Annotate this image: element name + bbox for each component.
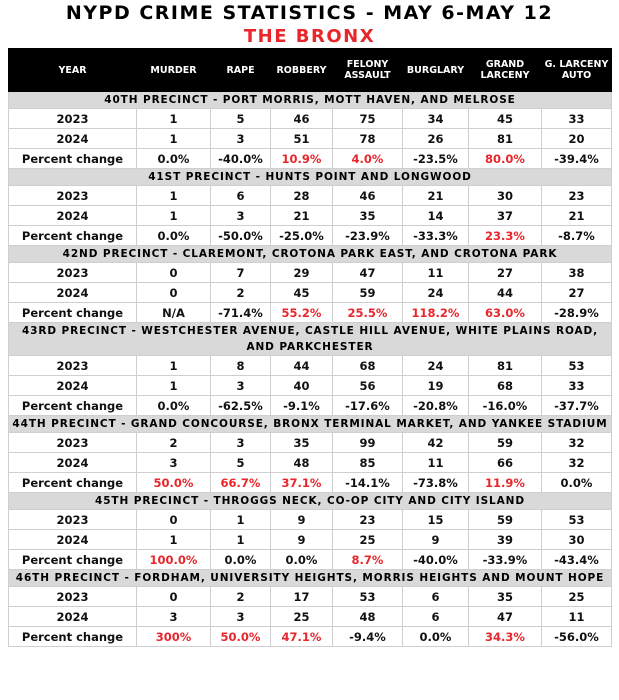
table-cell: 2	[211, 587, 271, 607]
table-cell: -62.5%	[211, 396, 271, 416]
table-cell: 56	[333, 376, 403, 396]
table-cell: 25.5%	[333, 303, 403, 323]
table-cell: -43.4%	[542, 550, 612, 570]
row-label: 2023	[9, 109, 137, 129]
table-cell: 68	[469, 376, 542, 396]
table-cell: 3	[211, 607, 271, 627]
table-cell: 8	[211, 356, 271, 376]
table-cell: 38	[542, 263, 612, 283]
table-cell: 32	[542, 453, 612, 473]
row-label: Percent change	[9, 149, 137, 169]
table-cell: 80.0%	[469, 149, 542, 169]
table-cell: 48	[271, 453, 333, 473]
table-cell: 29	[271, 263, 333, 283]
table-row	[9, 109, 612, 129]
table-cell: 68	[333, 356, 403, 376]
table-cell: 0.0%	[137, 149, 211, 169]
table-cell: 1	[211, 510, 271, 530]
table-cell: 21	[542, 206, 612, 226]
precinct-header-row	[9, 246, 612, 263]
table-cell: -9.4%	[333, 627, 403, 647]
precinct-title: 43RD PRECINCT - WESTCHESTER AVENUE, CASTLE HILL AVENUE, WHITE PLAINS ROAD, AND PARKCHESTER	[9, 323, 612, 356]
table-cell: 55.2%	[271, 303, 333, 323]
row-label: 2023	[9, 433, 137, 453]
table-cell: 11	[403, 453, 469, 473]
column-header: BURGLARY	[403, 49, 469, 92]
table-cell: 3	[211, 433, 271, 453]
table-cell: 32	[542, 433, 612, 453]
table-cell: 7	[211, 263, 271, 283]
table-cell: 3	[211, 376, 271, 396]
page-subtitle: THE BRONX	[243, 26, 376, 47]
table-cell: 0.0%	[211, 550, 271, 570]
table-cell: 53	[333, 587, 403, 607]
table-cell: 25	[271, 607, 333, 627]
row-label: 2024	[9, 376, 137, 396]
table-cell: 15	[403, 510, 469, 530]
table-cell: -33.9%	[469, 550, 542, 570]
table-cell: 0	[137, 263, 211, 283]
row-label: Percent change	[9, 303, 137, 323]
table-cell: 2	[137, 433, 211, 453]
table-cell: 11.9%	[469, 473, 542, 493]
table-cell: 81	[469, 129, 542, 149]
table-cell: 23	[542, 186, 612, 206]
table-cell: 23	[333, 510, 403, 530]
row-label: 2023	[9, 510, 137, 530]
table-row	[9, 186, 612, 206]
table-cell: 59	[469, 510, 542, 530]
table-cell: 0.0%	[403, 627, 469, 647]
table-cell: 27	[469, 263, 542, 283]
table-cell: 21	[403, 186, 469, 206]
precinct-header-row	[9, 169, 612, 186]
table-cell: 1	[211, 530, 271, 550]
table-cell: 63.0%	[469, 303, 542, 323]
table-cell: 34	[403, 109, 469, 129]
table-row	[9, 149, 612, 169]
table-cell: -14.1%	[333, 473, 403, 493]
table-cell: 37	[469, 206, 542, 226]
table-row	[9, 283, 612, 303]
precinct-header-row	[9, 570, 612, 587]
table-cell: 35	[333, 206, 403, 226]
column-header: MURDER	[137, 49, 211, 92]
table-row	[9, 396, 612, 416]
table-cell: 35	[469, 587, 542, 607]
table-cell: 50.0%	[137, 473, 211, 493]
table-cell: 9	[271, 510, 333, 530]
table-cell: 0.0%	[542, 473, 612, 493]
table-cell: 0	[137, 587, 211, 607]
table-cell: -16.0%	[469, 396, 542, 416]
row-label: 2023	[9, 587, 137, 607]
table-row	[9, 433, 612, 453]
column-header: FELONY ASSAULT	[333, 49, 403, 92]
column-header: GRAND LARCENY	[469, 49, 542, 92]
precinct-header-row	[9, 416, 612, 433]
table-cell: 100.0%	[137, 550, 211, 570]
table-cell: 47	[333, 263, 403, 283]
table-cell: 1	[137, 530, 211, 550]
precinct-title: 41ST PRECINCT - HUNTS POINT AND LONGWOOD	[9, 169, 612, 186]
precinct-title: 45TH PRECINCT - THROGGS NECK, CO-OP CITY AND CITY ISLAND	[9, 493, 612, 510]
table-cell: -39.4%	[542, 149, 612, 169]
table-cell: 3	[211, 206, 271, 226]
table-cell: 1	[137, 206, 211, 226]
row-label: Percent change	[9, 550, 137, 570]
precinct-title: 40TH PRECINCT - PORT MORRIS, MOTT HAVEN, AND MELROSE	[9, 92, 612, 109]
table-cell: 1	[137, 376, 211, 396]
table-cell: 10.9%	[271, 149, 333, 169]
precinct-title: 44TH PRECINCT - GRAND CONCOURSE, BRONX TERMINAL MARKET, AND YANKEE STADIUM	[9, 416, 612, 433]
table-cell: 1	[137, 356, 211, 376]
table-cell: 39	[469, 530, 542, 550]
column-header: G. LARCENY AUTO	[542, 49, 612, 92]
table-cell: 3	[137, 453, 211, 473]
table-cell: 25	[542, 587, 612, 607]
table-cell: 6	[403, 607, 469, 627]
table-cell: 300%	[137, 627, 211, 647]
table-cell: -25.0%	[271, 226, 333, 246]
table-cell: N/A	[137, 303, 211, 323]
table-cell: 24	[403, 356, 469, 376]
table-cell: 59	[469, 433, 542, 453]
table-cell: -71.4%	[211, 303, 271, 323]
table-cell: 5	[211, 109, 271, 129]
table-cell: -20.8%	[403, 396, 469, 416]
table-cell: 33	[542, 109, 612, 129]
table-cell: 30	[542, 530, 612, 550]
table-cell: 26	[403, 129, 469, 149]
table-cell: 0	[137, 510, 211, 530]
table-cell: 78	[333, 129, 403, 149]
table-row	[9, 530, 612, 550]
table-cell: 81	[469, 356, 542, 376]
precinct-header-row	[9, 323, 612, 356]
row-label: Percent change	[9, 226, 137, 246]
table-cell: 28	[271, 186, 333, 206]
table-row	[9, 607, 612, 627]
table-cell: 9	[271, 530, 333, 550]
row-label: 2023	[9, 356, 137, 376]
table-cell: 27	[542, 283, 612, 303]
table-cell: 46	[271, 109, 333, 129]
precinct-title: 46TH PRECINCT - FORDHAM, UNIVERSITY HEIGHTS, MORRIS HEIGHTS AND MOUNT HOPE	[9, 570, 612, 587]
table-cell: 51	[271, 129, 333, 149]
table-cell: -33.3%	[403, 226, 469, 246]
table-cell: -9.1%	[271, 396, 333, 416]
table-cell: 99	[333, 433, 403, 453]
table-row	[9, 473, 612, 493]
table-cell: 25	[333, 530, 403, 550]
table-cell: 6	[211, 186, 271, 206]
table-cell: -73.8%	[403, 473, 469, 493]
table-row	[9, 226, 612, 246]
table-cell: 85	[333, 453, 403, 473]
table-cell: 8.7%	[333, 550, 403, 570]
table-cell: -37.7%	[542, 396, 612, 416]
table-cell: 34.3%	[469, 627, 542, 647]
table-cell: 24	[403, 283, 469, 303]
crime-stats-table	[8, 48, 612, 647]
page-title: NYPD CRIME STATISTICS - MAY 6-MAY 12	[65, 2, 554, 24]
table-cell: 0.0%	[271, 550, 333, 570]
table-cell: 20	[542, 129, 612, 149]
table-row	[9, 453, 612, 473]
table-cell: -40.0%	[403, 550, 469, 570]
table-cell: -8.7%	[542, 226, 612, 246]
table-cell: 0	[137, 283, 211, 303]
table-cell: -50.0%	[211, 226, 271, 246]
table-row	[9, 263, 612, 283]
row-label: Percent change	[9, 396, 137, 416]
precinct-title: 42ND PRECINCT - CLAREMONT, CROTONA PARK EAST, AND CROTONA PARK	[9, 246, 612, 263]
table-row	[9, 550, 612, 570]
column-header: RAPE	[211, 49, 271, 92]
table-row	[9, 376, 612, 396]
row-label: 2024	[9, 283, 137, 303]
table-cell: 6	[403, 587, 469, 607]
table-cell: -23.9%	[333, 226, 403, 246]
table-cell: 33	[542, 376, 612, 396]
table-cell: 14	[403, 206, 469, 226]
table-cell: 46	[333, 186, 403, 206]
table-cell: 53	[542, 510, 612, 530]
table-cell: 66	[469, 453, 542, 473]
table-row	[9, 356, 612, 376]
table-cell: 47.1%	[271, 627, 333, 647]
row-label: Percent change	[9, 473, 137, 493]
table-cell: 19	[403, 376, 469, 396]
table-cell: -17.6%	[333, 396, 403, 416]
table-cell: 9	[403, 530, 469, 550]
table-cell: 3	[137, 607, 211, 627]
precinct-header-row	[9, 493, 612, 510]
table-cell: 47	[469, 607, 542, 627]
row-label: Percent change	[9, 627, 137, 647]
table-cell: 45	[271, 283, 333, 303]
table-cell: -28.9%	[542, 303, 612, 323]
table-cell: 48	[333, 607, 403, 627]
table-cell: -56.0%	[542, 627, 612, 647]
column-header: ROBBERY	[271, 49, 333, 92]
table-cell: 37.1%	[271, 473, 333, 493]
table-cell: 5	[211, 453, 271, 473]
table-row	[9, 587, 612, 607]
table-cell: 3	[211, 129, 271, 149]
table-row	[9, 510, 612, 530]
row-label: 2023	[9, 263, 137, 283]
table-cell: 23.3%	[469, 226, 542, 246]
table-cell: 11	[403, 263, 469, 283]
table-row	[9, 627, 612, 647]
table-cell: 11	[542, 607, 612, 627]
precinct-header-row	[9, 92, 612, 109]
column-header: YEAR	[9, 49, 137, 92]
table-cell: 35	[271, 433, 333, 453]
table-cell: 75	[333, 109, 403, 129]
table-cell: 44	[271, 356, 333, 376]
table-cell: -40.0%	[211, 149, 271, 169]
table-cell: 40	[271, 376, 333, 396]
table-cell: -23.5%	[403, 149, 469, 169]
table-cell: 66.7%	[211, 473, 271, 493]
row-label: 2024	[9, 530, 137, 550]
table-row	[9, 206, 612, 226]
table-cell: 44	[469, 283, 542, 303]
row-label: 2023	[9, 186, 137, 206]
row-label: 2024	[9, 129, 137, 149]
row-label: 2024	[9, 206, 137, 226]
table-cell: 42	[403, 433, 469, 453]
table-row	[9, 303, 612, 323]
table-cell: 0.0%	[137, 396, 211, 416]
table-cell: 1	[137, 129, 211, 149]
table-cell: 118.2%	[403, 303, 469, 323]
table-cell: 2	[211, 283, 271, 303]
table-cell: 1	[137, 186, 211, 206]
table-cell: 0.0%	[137, 226, 211, 246]
table-cell: 50.0%	[211, 627, 271, 647]
table-cell: 21	[271, 206, 333, 226]
table-row	[9, 129, 612, 149]
table-cell: 17	[271, 587, 333, 607]
table-cell: 1	[137, 109, 211, 129]
table-cell: 59	[333, 283, 403, 303]
table-cell: 30	[469, 186, 542, 206]
table-cell: 4.0%	[333, 149, 403, 169]
table-cell: 53	[542, 356, 612, 376]
row-label: 2024	[9, 453, 137, 473]
table-cell: 45	[469, 109, 542, 129]
header-row	[9, 49, 612, 92]
row-label: 2024	[9, 607, 137, 627]
